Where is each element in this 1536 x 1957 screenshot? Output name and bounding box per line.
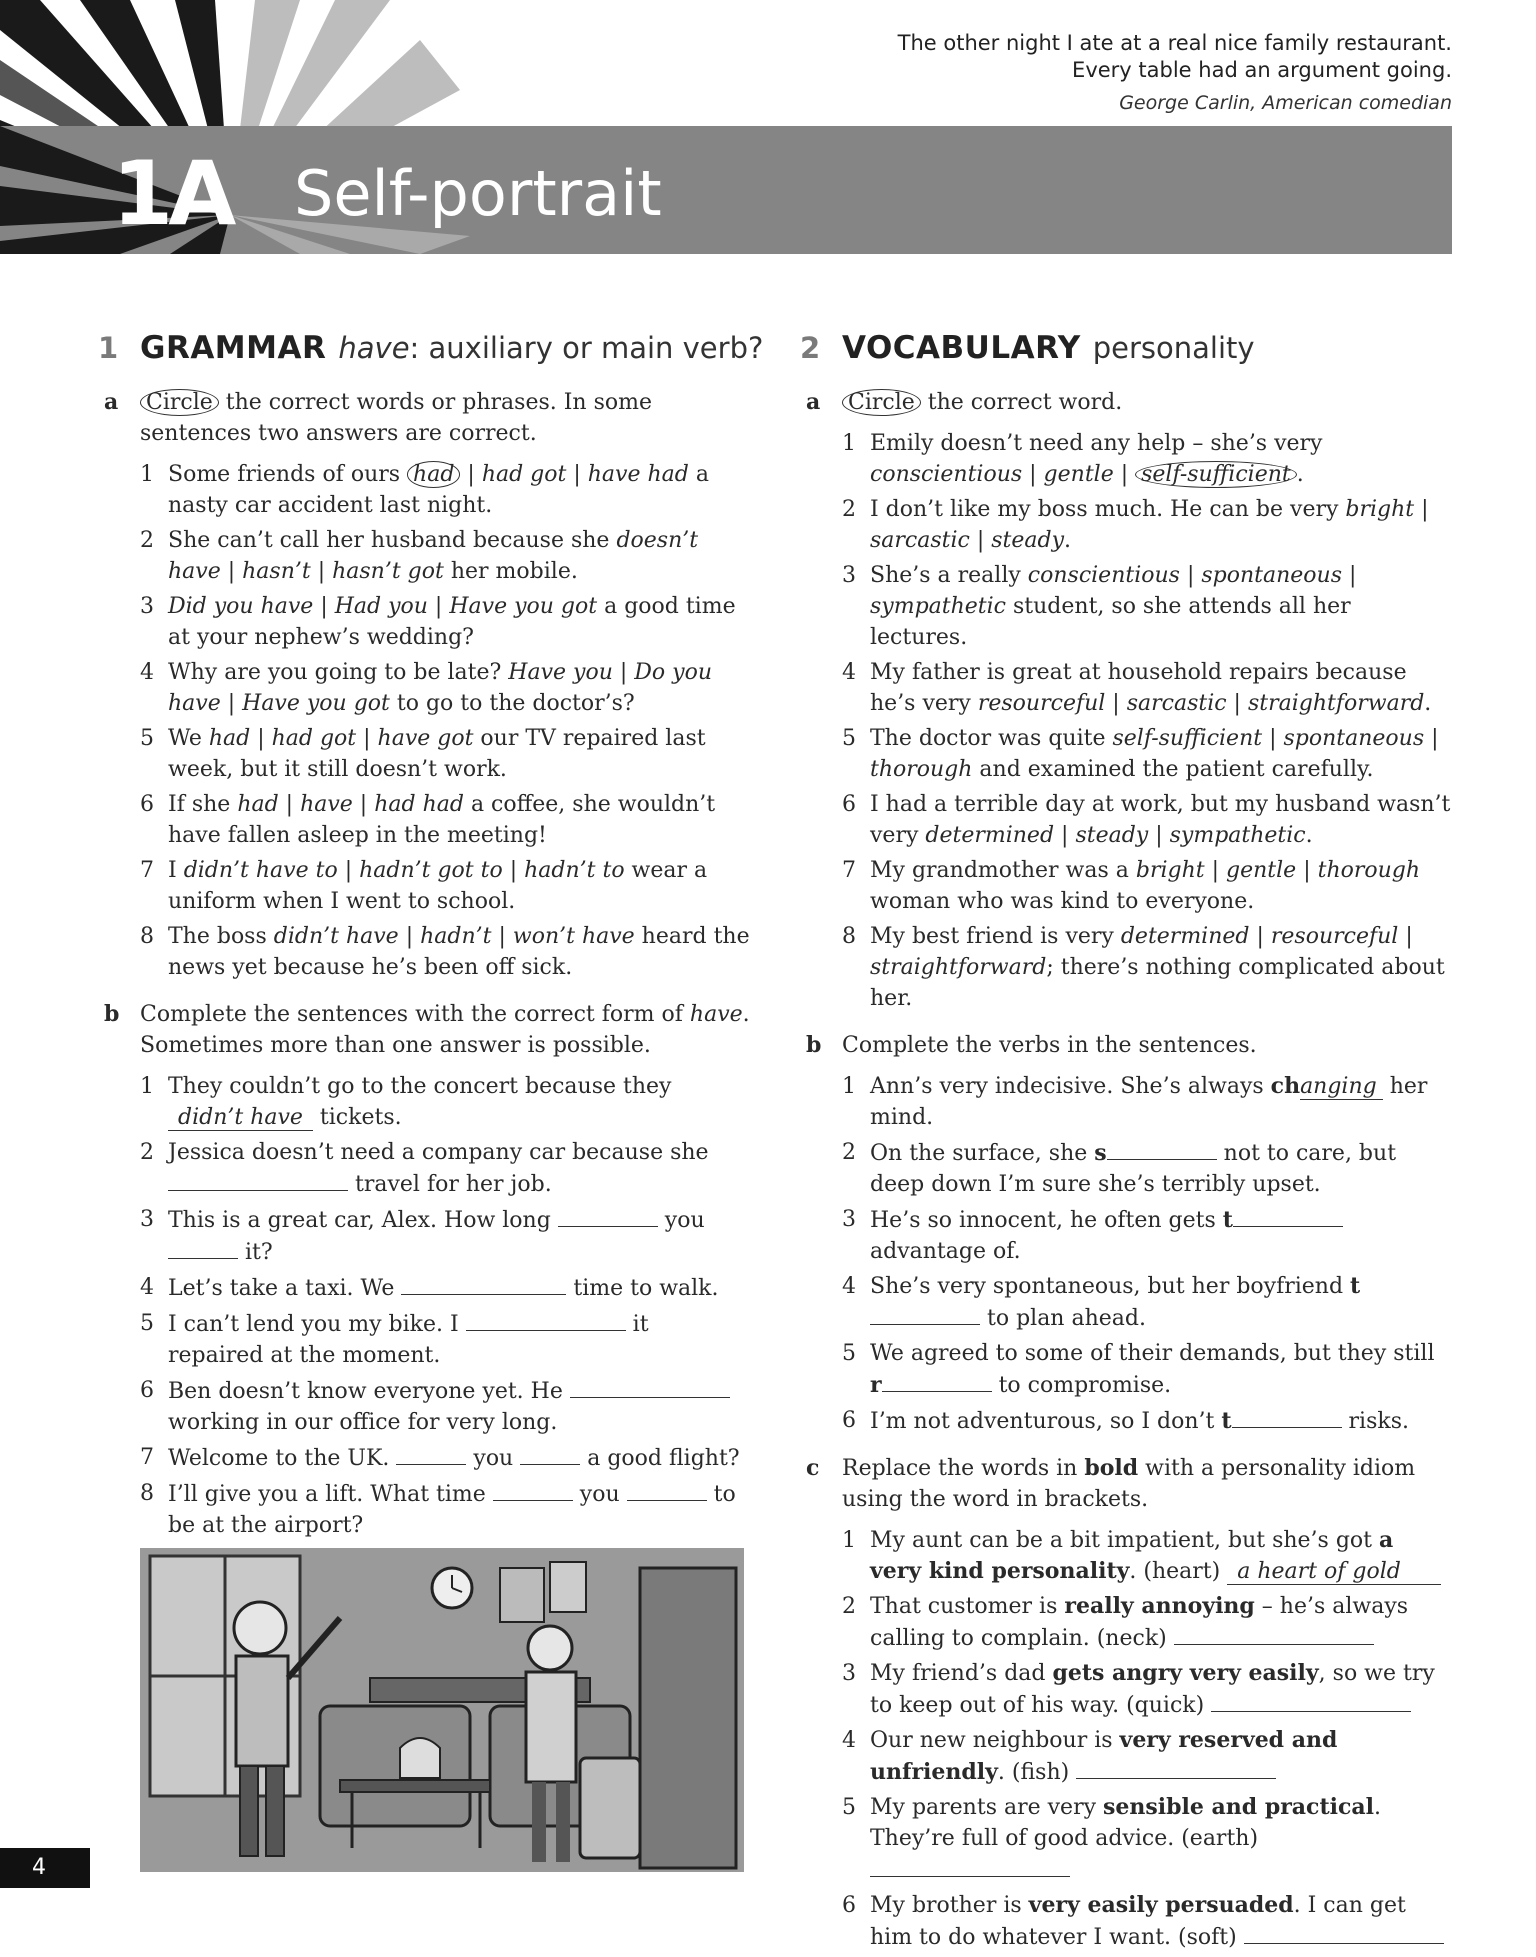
item-options[interactable]: conscientious | gentle | [870,462,1136,487]
item-text: On the surface, she [870,1141,1095,1166]
list-item [842,1792,1452,1886]
item-number: 2 [140,528,154,553]
item-text: She can’t call her husband because she [168,528,617,553]
item-options[interactable]: doesn’t have | hasn’t | hasn’t got [168,528,699,584]
item-text: . [1064,528,1072,553]
item-options[interactable]: bright | sarcastic | steady [870,497,1429,553]
list-item [140,1137,750,1200]
bold-phrase: really annoying [1064,1593,1255,1619]
item-options[interactable]: determined | steady | sympathetic [925,823,1306,848]
section-subtitle [338,331,763,365]
list-item [842,723,1452,785]
item-text: Emily doesn’t need any help – she’s very [870,431,1323,456]
item-text: Ann’s very indecisive. She’s always [870,1074,1271,1099]
part-letter: a [104,389,119,415]
quote-line-1: The other night I ate at a real nice family restaurant. [897,31,1452,55]
list-item [842,494,1452,556]
item-number: 2 [842,497,856,522]
item-options[interactable]: didn’t have | hadn’t | won’t have [273,924,635,949]
answer-blank[interactable] [168,1168,348,1191]
list-item [842,1591,1452,1654]
item-text: ; there’s nothing complicated about her. [870,955,1445,1011]
item-text: it? [238,1240,273,1265]
item-text: She’s very spontaneous, but her boyfriend [870,1274,1351,1299]
list-item [842,855,1452,917]
item-number: 6 [842,1408,856,1433]
item-text: Jessica doesn’t need a company car because she [168,1140,709,1165]
item-number: 8 [140,924,154,949]
item-options[interactable]: Did you have | Had you | Have you got [168,594,598,619]
list-item [140,1204,750,1268]
circled-answer: self-sufficient [1135,461,1297,488]
item-number: 7 [842,858,856,883]
page-number: 4 [0,1848,90,1888]
answer-blank[interactable] [1244,1921,1444,1944]
item-text: a coffee, she wouldn’t have fallen asleep in the meeting! [168,792,716,848]
answer-blank[interactable] [627,1478,707,1501]
first-letters: t [1221,1408,1232,1434]
vocabulary-section [800,330,1452,1957]
item-options[interactable]: | had got | have had [460,462,689,487]
item-text: If she [168,792,238,817]
item-text: . [1305,823,1313,848]
answer-blank[interactable] [882,1369,992,1392]
section-subtitle: personality [1092,331,1255,365]
vocab-c-list [842,1525,1452,1953]
list-item [842,1405,1452,1437]
item-options[interactable]: had | have | had had [237,792,464,817]
bold-phrase: sensible and practical [1103,1794,1374,1820]
item-text: a good flight? [580,1446,740,1471]
item-text: My grandmother was a [870,858,1136,883]
first-letters: ch [1270,1073,1301,1099]
first-letters: r [870,1372,882,1398]
vocabulary-part-a [800,387,1452,1014]
bold-phrase: a very kind personality [870,1527,1394,1584]
living-room-illustration [140,1548,744,1872]
item-number: 6 [842,792,856,817]
bold-phrase: very reserved and unfriendly [870,1727,1338,1785]
item-text: My brother is [870,1893,1029,1918]
list-item [140,657,750,719]
item-options[interactable]: resourceful | sarcastic | straightforward [977,691,1425,716]
grammar-part-b [98,999,750,1541]
item-number: 1 [842,1528,856,1553]
item-text: and examined the patient carefully. [972,757,1374,782]
item-text: I had a terrible day at work, but my husband wasn’t very [870,792,1451,848]
item-text: She’s a really [870,563,1028,588]
item-text: My friend’s dad [870,1661,1053,1686]
item-text: The doctor was quite [870,726,1113,751]
item-options[interactable]: Have you | Do you have | Have you got [168,660,712,716]
item-number: 6 [140,1378,154,1403]
vocabulary-part-c [800,1453,1452,1953]
item-text: That customer is [870,1594,1065,1619]
list-item [140,525,750,587]
item-number: 5 [140,1311,154,1336]
item-text: . I can get him to do whatever I want. (soft) [870,1893,1406,1950]
item-text: I [168,858,184,883]
item-text: to plan ahead. [980,1306,1146,1331]
item-text: advantage of. [870,1239,1021,1264]
list-item [140,1308,750,1371]
item-options[interactable]: bright | gentle | thorough [1135,858,1421,883]
list-item [842,428,1452,490]
answer-blank[interactable] [1233,1204,1343,1227]
section-number: 1 [98,331,119,365]
item-text: student, so she attends all her lectures. [870,594,1351,650]
item-number: 3 [842,1207,856,1232]
item-number: 7 [140,1445,154,1470]
item-text: My aunt can be a bit impatient, but she’s got [870,1528,1379,1553]
answer-blank[interactable] [466,1308,626,1331]
list-item [140,1071,750,1133]
list-item [140,789,750,851]
instruction: Circle the correct word. [842,387,1452,418]
item-text: to be at the airport? [168,1482,736,1538]
item-number: 1 [842,1074,856,1099]
item-text: This is a great car, Alex. How long [168,1208,558,1233]
item-text: We agreed to some of their demands, but they still [870,1341,1435,1366]
item-text: risks. [1341,1409,1409,1434]
item-options[interactable]: determined | resourceful | straightforward [870,924,1413,980]
item-text: They couldn’t go to the concert because they [168,1074,672,1099]
list-item [842,1890,1452,1953]
item-text: a nasty car accident last night. [168,462,709,518]
item-number: 3 [140,1207,154,1232]
subtitle-rest: : auxiliary or main verb? [409,331,764,365]
item-text: . [1296,462,1304,487]
part-letter: c [806,1455,820,1481]
item-number: 1 [140,1074,154,1099]
list-item [140,459,750,521]
vocab-b-list [842,1071,1452,1437]
instruction: Replace the words in bold with a personality idiom using the word in brackets. [842,1455,1416,1512]
instruction: Complete the sentences with the correct form of have. Sometimes more than one answer is possible. [140,1002,750,1058]
bold-phrase: very easily persuaded [1028,1892,1294,1918]
item-text: . [1424,691,1432,716]
item-text: time to walk. [566,1276,719,1301]
item-text: He’s so innocent, he often gets [870,1208,1223,1233]
subtitle-keyword: have [338,331,410,365]
list-item [842,1338,1452,1401]
item-text: – he’s always calling to complain. (neck) [870,1594,1409,1651]
item-text: Our new neighbour is [870,1728,1120,1753]
answer-blank[interactable] [1076,1756,1276,1779]
section-title: VOCABULARY [842,330,1081,366]
list-item [842,1271,1452,1334]
answer-blank[interactable] [1232,1405,1342,1428]
answer-blank[interactable] [168,1236,238,1259]
item-number: 4 [842,1728,856,1753]
item-number: 4 [842,1274,856,1299]
vocabulary-part-b [800,1030,1452,1437]
answer-blank[interactable] [520,1442,580,1465]
item-number: 5 [842,1341,856,1366]
first-letters: s [1094,1140,1107,1166]
item-text: . (heart) [1129,1559,1228,1584]
item-number: 5 [842,726,856,751]
item-text: . They’re full of good advice. (earth) [870,1795,1381,1851]
circle-word: Circle [842,389,921,416]
item-number: 3 [842,563,856,588]
item-text: wear a uniform when I went to school. [168,858,708,914]
item-text: I can’t lend you my bike. I [168,1312,466,1337]
item-text: , so we try to keep out of his way. (quick) [870,1661,1435,1718]
item-text: . (fish) [997,1760,1077,1785]
item-number: 2 [842,1594,856,1619]
item-number: 8 [842,924,856,949]
item-text: our TV repaired last week, but it still doesn’t work. [168,726,706,782]
answer-blank[interactable] [493,1478,573,1501]
list-item [842,1525,1452,1587]
item-text: Let’s take a taxi. We [168,1276,402,1301]
grammar-part-a [98,387,750,983]
item-number: 1 [140,462,154,487]
list-item [842,560,1452,653]
item-text: I’ll give you a lift. What time [168,1482,493,1507]
example-answer: anging [1300,1074,1383,1100]
example-answer: didn’t have [168,1105,313,1131]
grammar-heading [98,330,764,371]
item-text: woman who was kind to everyone. [870,889,1255,914]
item-text: it repaired at the moment. [168,1312,649,1368]
instruction: Circle the correct words or phrases. In some sentences two answers are correct. [140,390,653,446]
answer-blank[interactable] [870,1302,980,1325]
first-letters: t [1222,1207,1233,1233]
list-item [842,657,1452,719]
circle-word: Circle [140,389,219,416]
item-text: not to care, but deep down I’m sure she’s terribly upset. [870,1141,1397,1197]
list-item [140,591,750,653]
item-number: 1 [842,431,856,456]
grammar-b-list [140,1071,750,1541]
item-text: tickets. [312,1105,402,1130]
list-item [842,1658,1452,1721]
quote-author: George Carlin, American comedian [1119,92,1452,114]
list-item [140,723,750,785]
part-letter: b [806,1032,822,1058]
circled-answer: had [407,461,460,488]
item-number: 4 [140,660,154,685]
vocab-a-list [842,428,1452,1014]
item-number: 4 [140,1275,154,1300]
answer-blank[interactable] [870,1854,1070,1877]
epigraph-quote [832,30,1452,116]
answer-blank[interactable] [570,1375,730,1398]
list-item [842,1137,1452,1200]
part-letter: b [104,1001,120,1027]
item-number: 6 [842,1893,856,1918]
bold-phrase: gets angry very easily [1052,1660,1319,1686]
answer-blank[interactable] [1107,1137,1217,1160]
item-number: 4 [842,660,856,685]
answer-blank[interactable] [401,1272,566,1295]
item-text: to go to the doctor’s? [389,691,635,716]
item-text: My best friend is very [870,924,1121,949]
item-number: 6 [140,792,154,817]
item-text: Some friends of ours [168,462,408,487]
item-number: 8 [140,1481,154,1506]
item-text: travel for her job. [348,1172,552,1197]
item-text: Ben doesn’t know everyone yet. He [168,1379,570,1404]
list-item [140,1478,750,1541]
list-item [842,1071,1452,1133]
teapot-icon [400,1738,440,1778]
list-item [842,1204,1452,1267]
item-number: 3 [842,1661,856,1686]
item-text: I’m not adventurous, so I don’t [870,1409,1222,1434]
item-options[interactable]: didn’t have to | hadn’t got to | hadn’t to [183,858,625,883]
list-item [140,921,750,983]
unit-title: Self-portrait [294,157,662,230]
list-item [842,789,1452,851]
item-text: Why are you going to be late? [168,660,509,685]
first-letters: t [1350,1273,1361,1299]
item-text: you [572,1482,627,1507]
vocabulary-heading [800,330,1452,371]
list-item [140,1442,750,1474]
item-text: you [466,1446,521,1471]
item-number: 2 [140,1140,154,1165]
answer-blank[interactable] [1211,1689,1411,1712]
item-options[interactable]: had | had got | have got [208,726,474,751]
item-options[interactable]: conscientious | spontaneous | sympathetic [870,563,1357,619]
item-text: you [657,1208,705,1233]
answer-blank[interactable] [1174,1622,1374,1645]
item-text: The boss [168,924,274,949]
item-number: 5 [140,726,154,751]
item-text: working in our office for very long. [168,1410,558,1435]
item-text: to compromise. [991,1373,1172,1398]
list-item [140,1375,750,1438]
list-item [140,1272,750,1304]
example-answer: a heart of gold [1227,1559,1441,1585]
grammar-a-list [140,459,750,983]
quote-line-2: Every table had an argument going. [1072,58,1452,82]
section-title: GRAMMAR [140,330,327,366]
item-text: My father is great at household repairs because he’s very [870,660,1407,716]
item-number: 2 [842,1140,856,1165]
suitcase-icon [580,1758,640,1858]
list-item [140,855,750,917]
list-item [842,921,1452,1014]
instruction: Complete the verbs in the sentences. [842,1033,1257,1058]
part-letter: a [806,389,821,415]
item-text: We [168,726,209,751]
item-text: Welcome to the UK. [168,1446,397,1471]
item-text: heard the news yet because he’s been off sick. [168,924,750,980]
item-text: I don’t like my boss much. He can be very [870,497,1346,522]
item-number: 5 [842,1795,856,1820]
answer-blank[interactable] [396,1442,466,1465]
unit-number: 1A [112,142,232,245]
list-item [842,1725,1452,1788]
grammar-section [98,330,764,1545]
answer-blank[interactable] [558,1204,658,1227]
item-options[interactable]: self-sufficient | spontaneous | thorough [870,726,1439,782]
item-text: her mobile. [443,559,578,584]
item-number: 3 [140,594,154,619]
item-text: her mind. [870,1074,1428,1130]
item-number: 7 [140,858,154,883]
section-number: 2 [800,331,821,365]
item-text: a good time at your nephew’s wedding? [168,594,736,650]
item-text: My parents are very [870,1795,1104,1820]
